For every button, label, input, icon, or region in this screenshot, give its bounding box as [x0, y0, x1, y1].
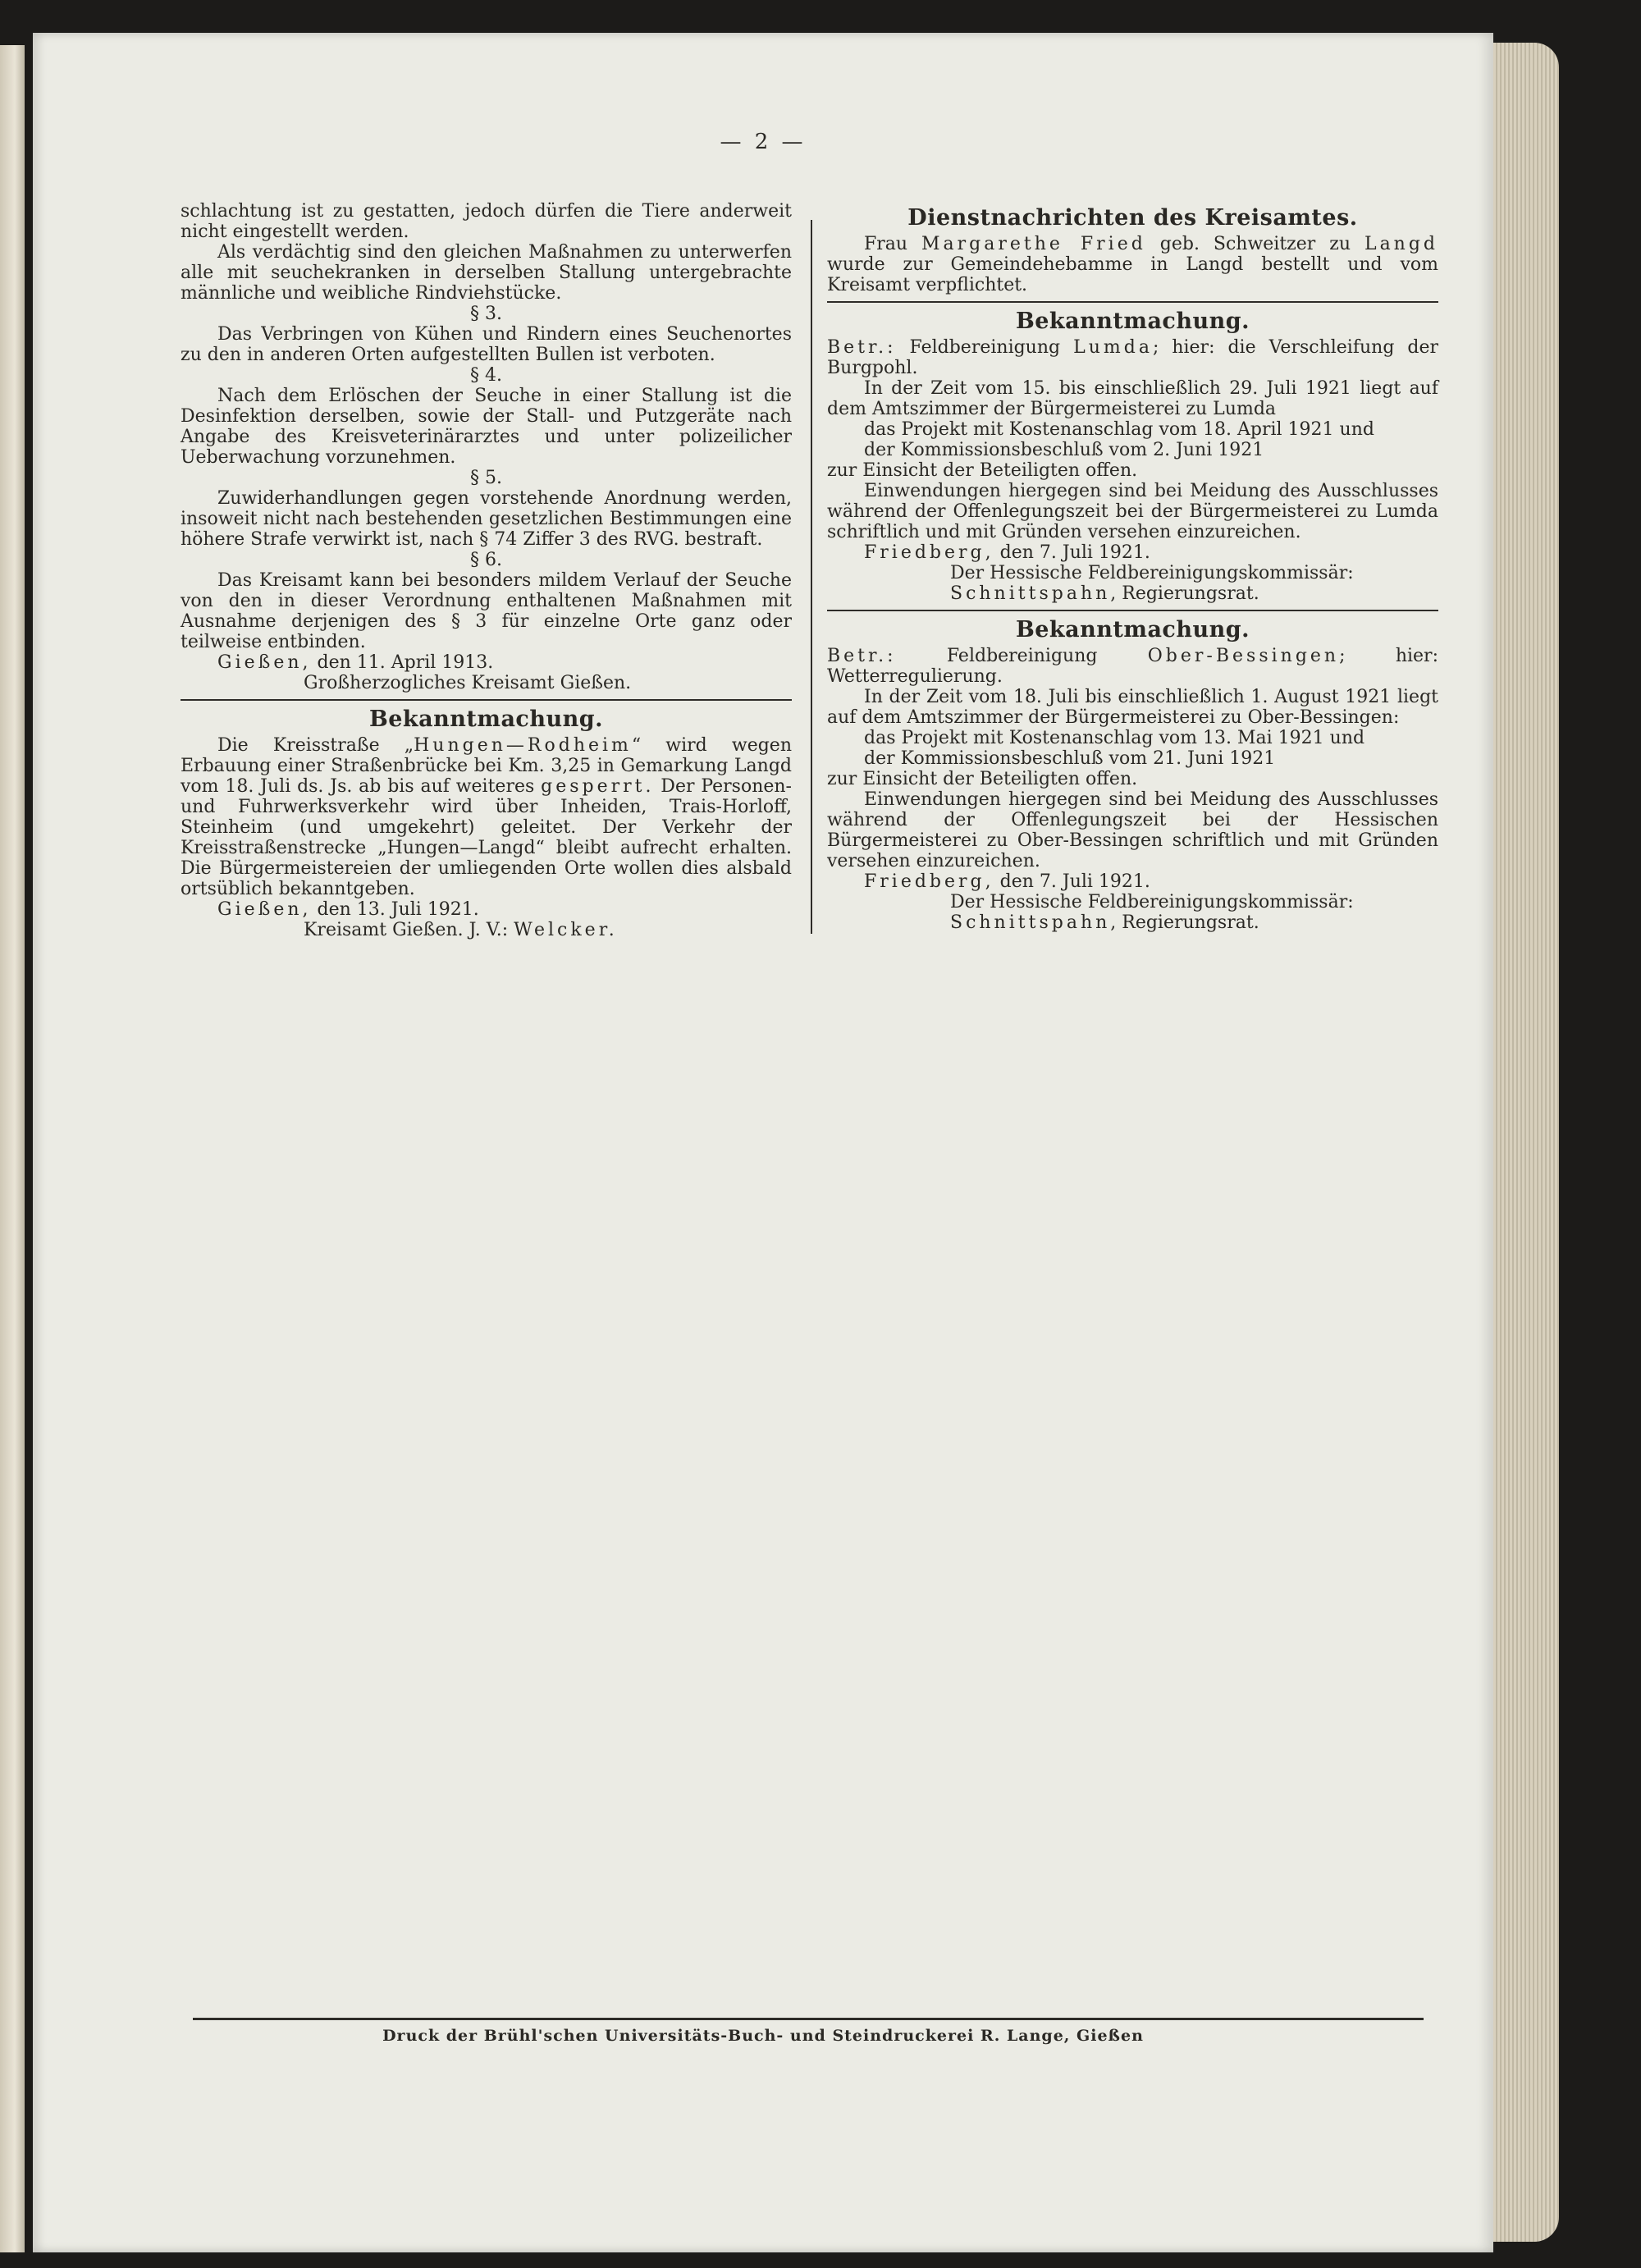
signature: Der Hessische Feldbereinigungskommissär: — [950, 563, 1354, 583]
date-city: Friedberg, — [864, 871, 994, 892]
signature: Der Hessische Feldbereinigungskommissär: — [950, 892, 1354, 912]
paragraph: schlachtung ist zu gestatten, jedoch dürfen die Tiere anderweit nicht eingestellt werden. — [181, 201, 792, 242]
date-city: Gießen, — [217, 899, 312, 920]
section-title: Dienstnachrichten des Kreisamtes. — [907, 205, 1358, 231]
date-city: Gießen, — [217, 652, 312, 673]
text-run: ; hier: die Verschleifung der Burgpohl. — [827, 337, 1439, 378]
section-number: § 3. — [470, 304, 502, 324]
subject-line — [827, 646, 1438, 687]
section-number: § 5. — [470, 468, 502, 488]
printer-imprint: Druck der Brühl'schen Universitäts-Buch- und Steindruckerei R. Lange, Gießen — [382, 2027, 1144, 2045]
signatory-name: Welcker. — [514, 920, 618, 940]
paragraph: Zuwiderhandlungen gegen vorstehende Anordnung werden, insoweit nicht nach bestehenden gesetzlichen Bestimmungen eine höhere Strafe verwirkt ist, nach § 74 Ziffer 3 des RVG. bestraft. — [181, 488, 792, 550]
road-name: Hungen—Rodheim — [414, 735, 632, 756]
text-run: Der Personen- und Fuhrwerksverkehr wird über Inheiden, Trais-Horloff, Steinheim (und umgekehrt) geleitet. Der Verkehr der Kreisstraßenstrecke „Hungen—Langd“ bleibt aufrecht erhalten. Die Bürgermeistereien der umliegenden Orte wollen dies alsbald ortsüblich bekanntgeben. — [181, 776, 792, 899]
notice-title: Bekanntmachung. — [1015, 309, 1250, 334]
subject-line — [827, 337, 1438, 378]
notice-title: Bekanntmachung. — [368, 706, 604, 732]
section-number: § 4. — [470, 365, 502, 386]
signatory-name: Schnittspahn — [950, 912, 1111, 933]
page-number: — 2 — — [720, 130, 807, 154]
subject-label: Betr.: — [827, 646, 897, 666]
footer-rule — [193, 2018, 1424, 2020]
document-page — [33, 33, 1493, 2252]
place-name: Lumda — [1073, 337, 1153, 358]
signature — [827, 583, 1438, 604]
signature — [181, 920, 792, 940]
text-run: Feldbereinigung — [896, 337, 1074, 358]
signature: Großherzogliches Kreisamt Gießen. — [304, 673, 632, 693]
column-divider — [811, 220, 812, 934]
list-line: der Kommissionsbeschluß vom 21. Juni 1921 — [864, 748, 1276, 769]
section-rule — [827, 301, 1438, 303]
text-run: Frau — [864, 234, 922, 254]
paragraph: zur Einsicht der Beteiligten offen. — [827, 769, 1138, 789]
text-run: , Regierungsrat. — [1110, 583, 1259, 604]
list-line: das Projekt mit Kostenanschlag vom 13. Mai 1921 und — [864, 728, 1365, 748]
left-column — [181, 201, 792, 940]
place-name: Ober-Bessingen — [1147, 646, 1340, 666]
date-line — [181, 899, 792, 920]
date-city: Friedberg, — [864, 542, 994, 563]
subject-label: Betr.: — [827, 337, 897, 358]
paragraph: Als verdächtig sind den gleichen Maßnahmen zu unterwerfen alle mit seuchekranken in derselben Stallung untergebrachte männliche und weibliche Rindviehstücke. — [181, 242, 792, 304]
paragraph: Einwendungen hiergegen sind bei Meidung des Ausschlusses während der Offenlegungszeit bei der Bürgermeisterei zu Lumda schriftlich und mit Gründen versehen einzureichen. — [827, 481, 1438, 542]
text-run: geb. Schweitzer zu — [1145, 234, 1364, 254]
paragraph: zur Einsicht der Beteiligten offen. — [827, 460, 1138, 481]
section-rule — [181, 699, 792, 701]
paragraph: In der Zeit vom 18. Juli bis einschließlich 1. August 1921 liegt auf dem Amtszimmer der Bürgermeisterei zu Ober-Bessingen: — [827, 687, 1438, 728]
paragraph: Nach dem Erlöschen der Seuche in einer Stallung ist die Desinfektion derselben, sowie der Stall- und Putzgeräte nach Angabe des Kreisveterinärarztes und unter polizeilicher Ueberwachung vorzunehmen. — [181, 386, 792, 468]
section-number: § 6. — [470, 550, 502, 570]
right-column — [827, 201, 1438, 933]
section-rule — [827, 610, 1438, 611]
paragraph: In der Zeit vom 15. bis einschließlich 29. Juli 1921 liegt auf dem Amtszimmer der Bürgermeisterei zu Lumda — [827, 378, 1438, 419]
text-run: ; hier: Wetterregulierung. — [827, 646, 1438, 687]
emphasis: gesperrt. — [541, 776, 655, 797]
date-text: den 11. April 1913. — [317, 652, 494, 673]
date-text: den 13. Juli 1921. — [317, 899, 479, 920]
text-run: Feldbereinigung — [896, 646, 1148, 666]
paragraph: Das Verbringen von Kühen und Rindern eines Seuchenortes zu den in anderen Orten aufgestellten Bullen ist verboten. — [181, 324, 792, 365]
paragraph: Das Kreisamt kann bei besonders mildem Verlauf der Seuche von den in dieser Verordnung enthaltenen Maßnahmen mit Ausnahme derjenigen des § 3 für einzelne Orte ganz oder teilweise entbinden. — [181, 570, 792, 652]
text-run: “ wird wegen Erbauung einer Straßenbrücke bei Km. 3,25 in Gemarkung Langd vom 18. Juli ds. Js. ab bis auf weiteres — [181, 735, 792, 797]
text-run: , Regierungsrat. — [1110, 912, 1259, 933]
book-left-page-edge — [0, 45, 25, 2252]
text-run: wurde zur Gemeindehebamme in Langd bestellt und vom Kreisamt verpflichtet. — [827, 254, 1438, 295]
list-line: das Projekt mit Kostenanschlag vom 18. April 1921 und — [864, 419, 1374, 440]
notice-title: Bekanntmachung. — [1015, 617, 1250, 642]
paragraph — [181, 735, 792, 899]
date-line — [827, 871, 1438, 892]
date-text: den 7. Juli 1921. — [999, 542, 1150, 563]
date-line — [181, 652, 792, 673]
paragraph: Einwendungen hiergegen sind bei Meidung des Ausschlusses während der Offenlegungszeit bei der Hessischen Bürgermeisterei zu Ober-Bessingen schriftlich und mit Gründen versehen einzureichen. — [827, 789, 1438, 871]
paragraph — [827, 234, 1438, 295]
text-run: Kreisamt Gießen. J. V.: — [304, 920, 514, 940]
place-name: Langd — [1364, 234, 1439, 254]
text-run: Die Kreisstraße „ — [217, 735, 414, 756]
signatory-name: Schnittspahn — [950, 583, 1111, 604]
date-text: den 7. Juli 1921. — [999, 871, 1150, 892]
list-line: der Kommissionsbeschluß vom 2. Juni 1921 — [864, 440, 1264, 460]
person-name: Margarethe Fried — [921, 234, 1146, 254]
signature — [827, 912, 1438, 933]
date-line — [827, 542, 1438, 563]
